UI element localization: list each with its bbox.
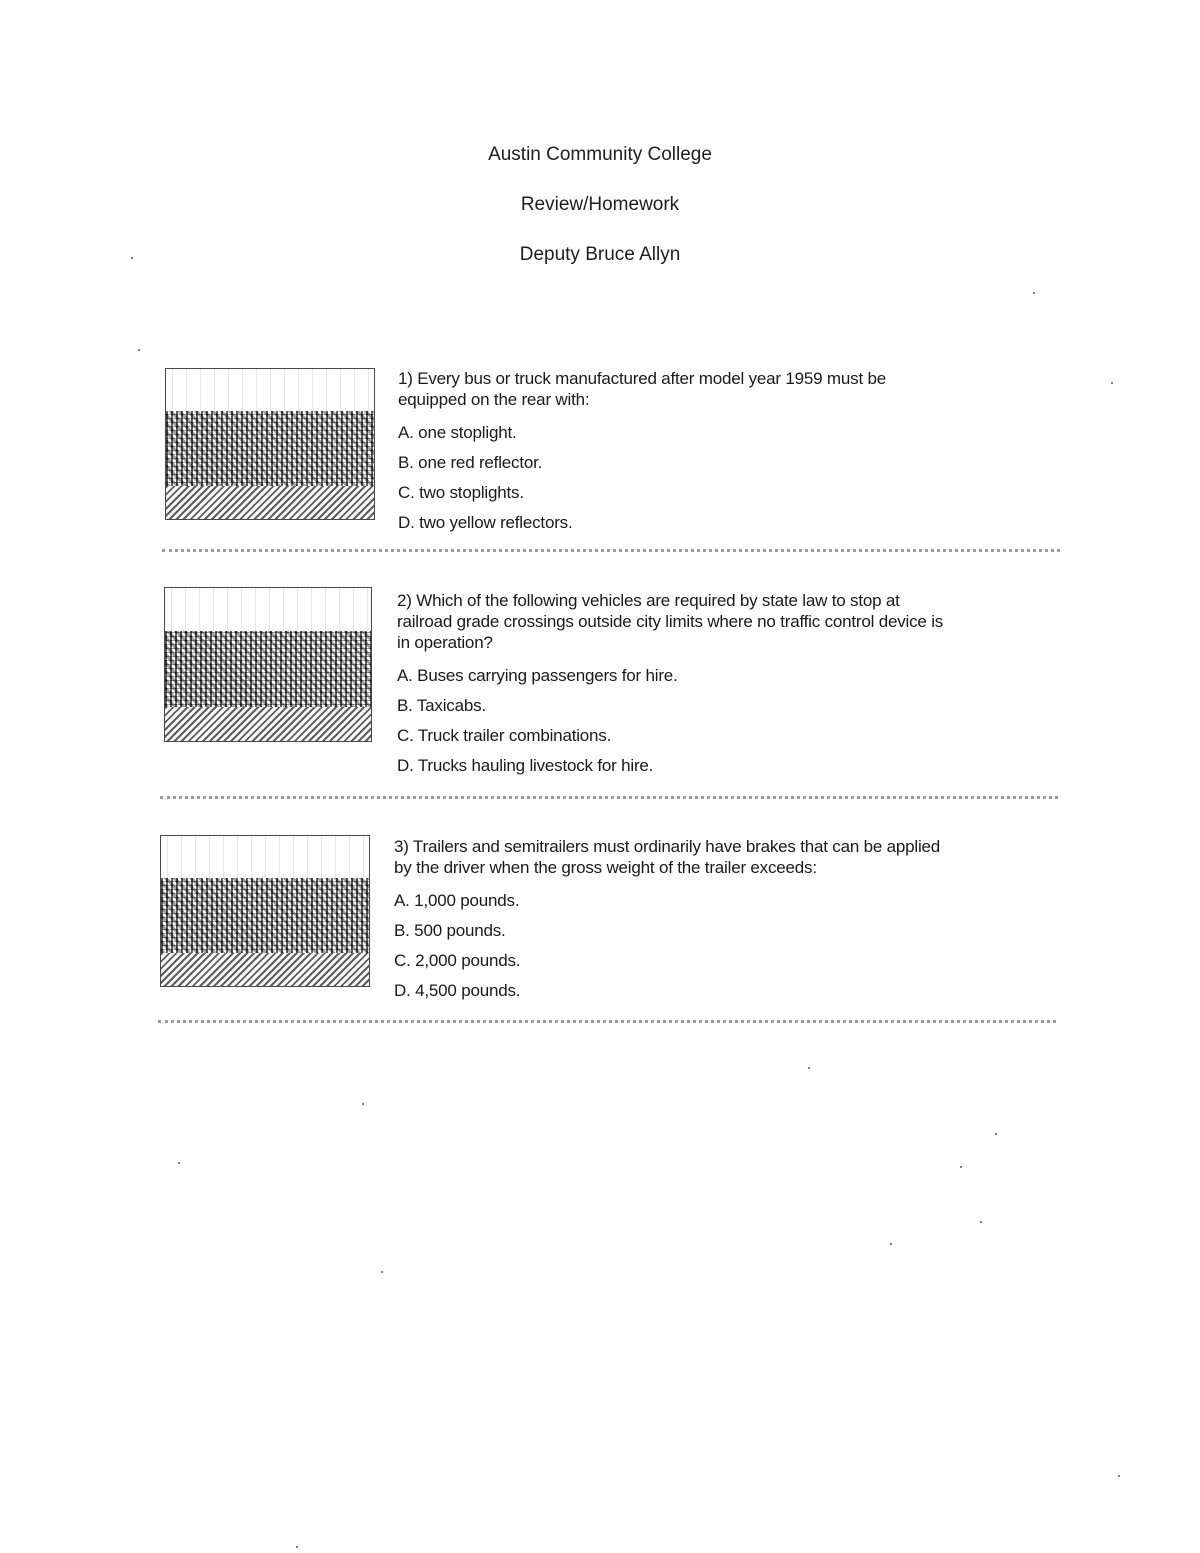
photo-sky [161, 836, 369, 878]
instructor-name: Deputy Bruce Allyn [519, 244, 681, 265]
scan-speck [995, 1133, 997, 1135]
answer-option-b: B. 500 pounds. [394, 921, 506, 940]
scan-speck [890, 1243, 892, 1245]
scan-speck [960, 1166, 962, 1168]
question-1-text [398, 368, 958, 538]
question-separator [158, 1020, 1056, 1023]
answer-option-d: D. two yellow reflectors. [398, 513, 573, 532]
question-stem: 1) Every bus or truck manufactured after model year 1959 must be equipped on the rear with: [398, 369, 886, 409]
scan-speck [1111, 382, 1113, 384]
answer-option-d: D. 4,500 pounds. [394, 981, 521, 1000]
scan-speck [362, 1103, 364, 1105]
answer-option-a: A. one stoplight. [398, 423, 517, 442]
institution-name: Austin Community College [488, 144, 712, 165]
scan-speck [980, 1221, 982, 1223]
question-separator [162, 549, 1060, 552]
scan-speck [296, 1546, 298, 1548]
scan-speck [131, 257, 133, 259]
question-stem: 3) Trailers and semitrailers must ordinarily have brakes that can be applied by the driver when the gross weight of the trailer exceeds: [394, 837, 941, 877]
scan-speck [808, 1067, 810, 1069]
answer-option-c: C. Truck trailer combinations. [397, 726, 612, 745]
question-stem: 2) Which of the following vehicles are required by state law to stop at railroad grade crossings outside city limits where no traffic control device is in operation? [397, 591, 944, 652]
photo-road [166, 486, 374, 519]
trailer-photo-icon [160, 835, 370, 987]
photo-road [161, 953, 369, 986]
question-separator [160, 796, 1058, 799]
question-2-text [397, 590, 957, 781]
answer-option-b: B. Taxicabs. [397, 696, 486, 715]
document-header [0, 140, 1200, 290]
question-3-text [394, 836, 954, 1006]
railroad-crossing-photo-icon [164, 587, 372, 742]
photo-sky [166, 369, 374, 411]
truck-photo-icon [165, 368, 375, 520]
scan-speck [138, 349, 140, 351]
document-subtitle: Review/Homework [520, 194, 680, 215]
scan-speck [1118, 1475, 1120, 1477]
photo-road [165, 707, 371, 741]
scan-speck [178, 1162, 180, 1164]
answer-option-c: C. two stoplights. [398, 483, 524, 502]
answer-option-a: A. 1,000 pounds. [394, 891, 520, 910]
answer-option-d: D. Trucks hauling livestock for hire. [397, 756, 654, 775]
answer-option-a: A. Buses carrying passengers for hire. [397, 666, 678, 685]
photo-sky [165, 588, 371, 631]
answer-option-b: B. one red reflector. [398, 453, 543, 472]
scan-speck [1033, 292, 1035, 294]
answer-option-c: C. 2,000 pounds. [394, 951, 521, 970]
scan-speck [381, 1271, 383, 1273]
